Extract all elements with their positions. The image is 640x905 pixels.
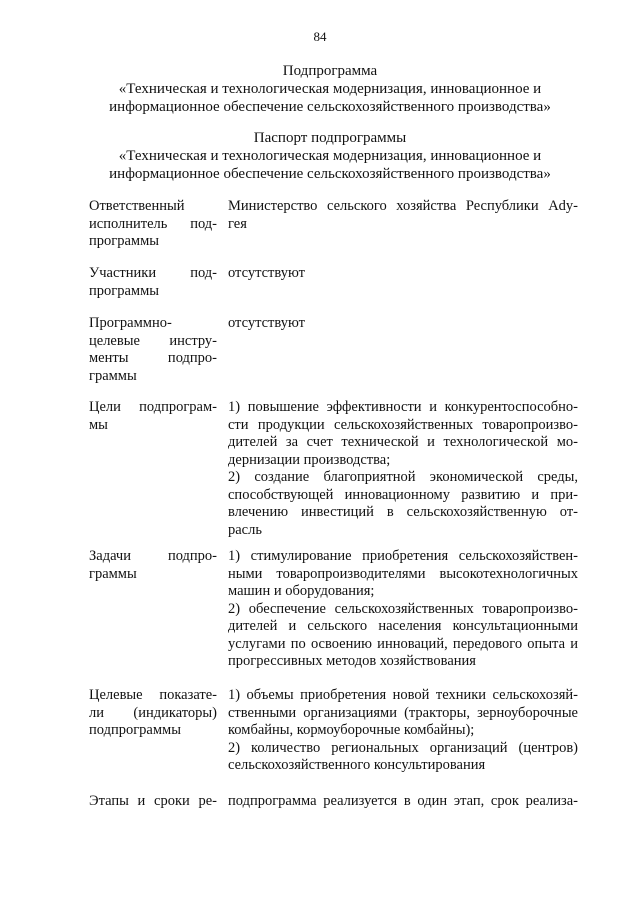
content-line: ными товаропроизводителями высокотехнологичных <box>228 565 578 582</box>
content-line: отсутствуют <box>228 265 305 281</box>
label-line: Ответственный <box>89 198 185 214</box>
content-line: услугами по освоению инноваций, передового опыта и <box>228 635 578 652</box>
label-line: менты подпро- <box>89 350 217 366</box>
content-line: Министерство сельского хозяйства Республики Ady- <box>228 198 578 214</box>
label-line: граммы <box>89 565 137 582</box>
passport-heading-line: «Техническая и технологическая модернизация, инновационное и <box>118 148 542 164</box>
label-line: Участники под- <box>89 265 217 281</box>
passport-heading-line: информационное обеспечение сельскохозяйственного производства» <box>109 166 551 182</box>
content-line: 1) стимулирование приобретения сельскохозяйствен- <box>228 548 578 564</box>
content-line: 1) объемы приобретения новой техники сельскохозяй- <box>228 687 578 703</box>
label-line: подпрограммы <box>89 722 181 738</box>
content-line: машин и оборудования; <box>228 583 375 599</box>
content-line: влечению инвестиций в сельскохозяйственную от- <box>228 504 578 520</box>
page-number: 84 <box>313 29 327 44</box>
label-line: программы <box>89 282 159 299</box>
content-line: отсутствуют <box>228 315 305 331</box>
label-line: Цели подпрограм- <box>89 399 217 415</box>
label-line: мы <box>89 416 108 433</box>
content-line: прогрессивных методов хозяйствования <box>228 653 476 669</box>
subprogram-heading-line: «Техническая и технологическая модернизация, инновационное и <box>118 81 542 97</box>
label-line: граммы <box>89 367 137 384</box>
content-line: 2) количество региональных организаций (центров) <box>228 739 578 756</box>
row-label <box>89 687 217 740</box>
row-label <box>89 548 217 583</box>
row-content <box>228 198 578 233</box>
label-line: ли (индикаторы) <box>89 704 217 721</box>
row-content <box>228 548 578 671</box>
subprogram-heading-line: информационное обеспечение сельскохозяйственного производства» <box>109 99 551 115</box>
content-line: ственными организациями (тракторы, зерноуборочные <box>228 704 578 721</box>
label-line: Программно- <box>89 315 172 331</box>
row-content <box>228 315 578 333</box>
content-line: дернизации производства; <box>228 451 391 468</box>
label-line: целевые инстру- <box>89 332 217 349</box>
row-content <box>228 265 578 283</box>
content-line: комбайны, кормоуборочные комбайны); <box>228 722 475 738</box>
content-line: 1) повышение эффективности и конкурентоспособно- <box>228 399 578 415</box>
row-label <box>89 265 217 300</box>
content-line: сельскохозяйственного консультирования <box>228 757 486 773</box>
content-line: 2) создание благоприятной экономической среды, <box>228 469 578 485</box>
content-line: дителей за счет технической и технологической мо- <box>228 434 578 450</box>
row-content <box>228 687 578 775</box>
row-label <box>89 315 217 385</box>
row-label <box>89 399 217 434</box>
label-line: Целевые показате- <box>89 687 217 703</box>
passport-heading-line: Паспорт подпрограммы <box>253 130 407 146</box>
content-line: 2) обеспечение сельскохозяйственных товаропроизво- <box>228 600 578 617</box>
content-line: дителей и сельского населения консультационными <box>228 618 578 634</box>
label-line: Задачи подпро- <box>89 548 217 564</box>
subprogram-heading <box>80 62 580 116</box>
label-line: исполнитель под- <box>89 215 217 232</box>
passport-heading <box>80 129 580 183</box>
subprogram-heading-line: Подпрограмма <box>282 63 378 79</box>
content-line: способствующей инновационному развитию и при- <box>228 486 578 503</box>
row-content <box>228 399 578 539</box>
label-line: Этапы и сроки ре- <box>89 793 217 809</box>
row-label <box>89 793 217 811</box>
content-line: подпрограмма реализуется в один этап, срок реализа- <box>228 793 578 809</box>
content-line: гея <box>228 215 247 232</box>
label-line: программы <box>89 233 159 249</box>
row-label <box>89 198 217 251</box>
content-line: сти продукции сельскохозяйственных товаропроизво- <box>228 416 578 433</box>
row-content <box>228 793 578 811</box>
content-line: расль <box>228 521 262 538</box>
